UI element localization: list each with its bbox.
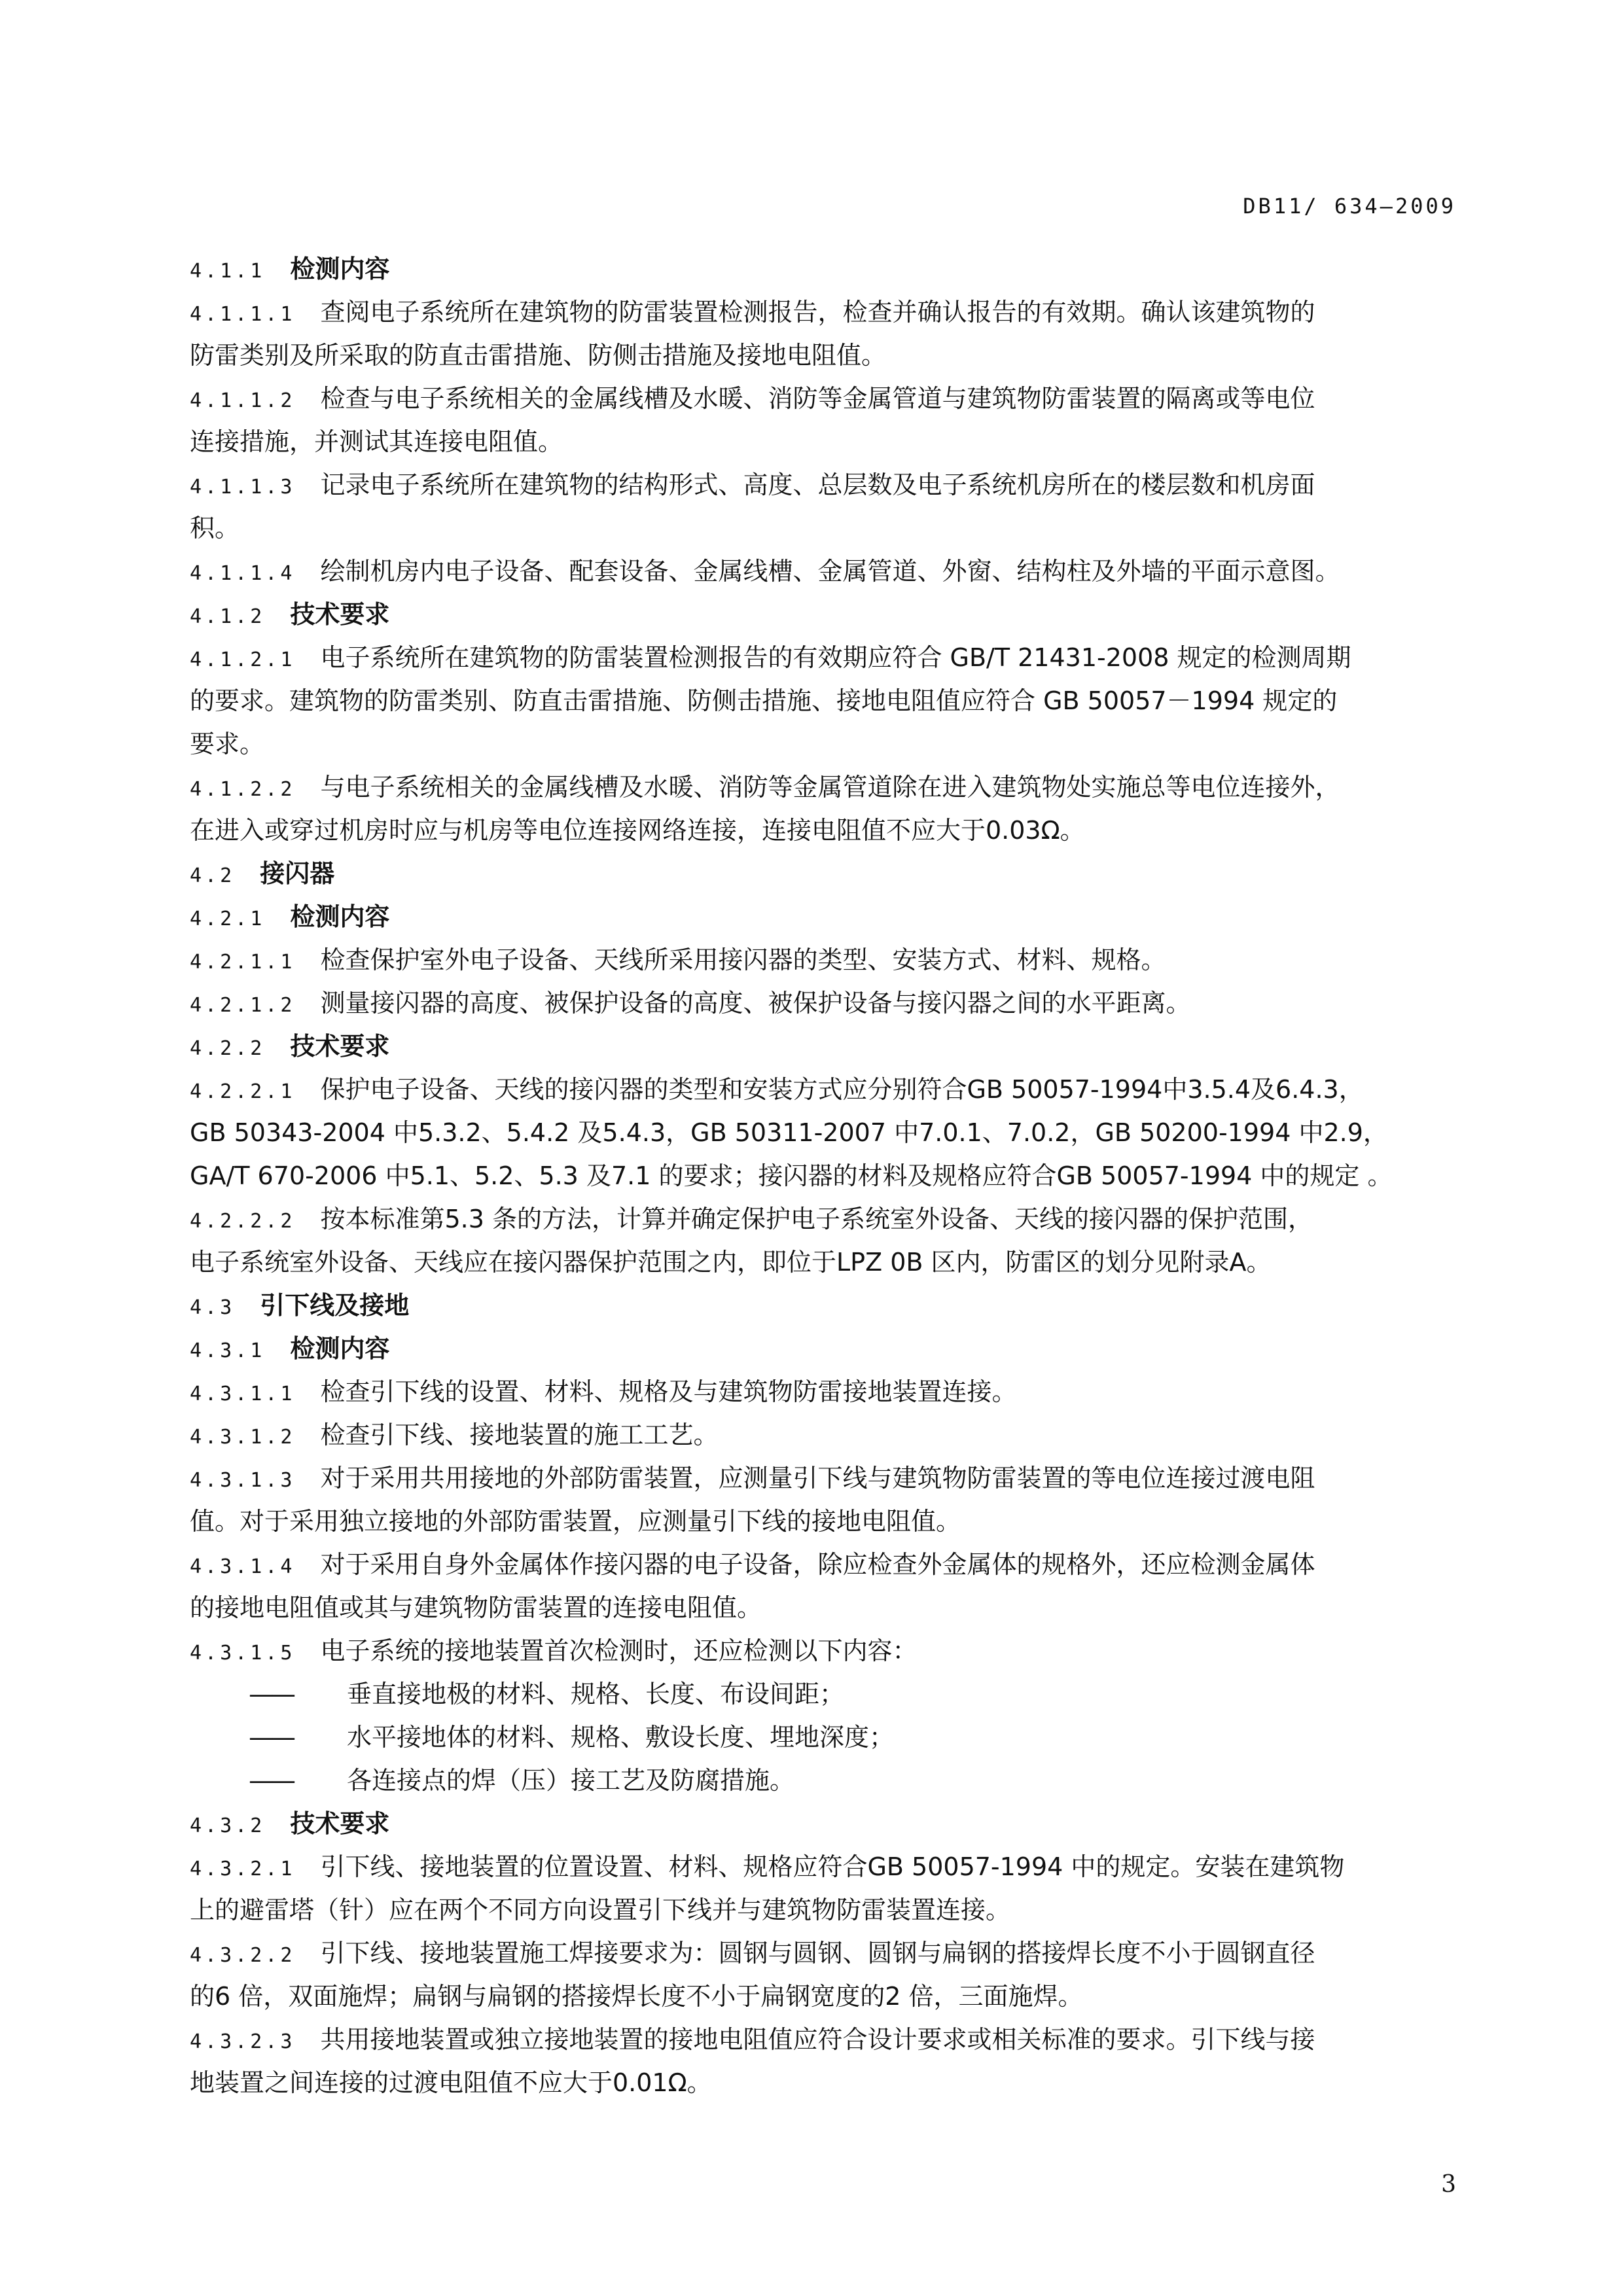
clause-number: 4.2 xyxy=(190,864,236,887)
paragraph-line xyxy=(190,506,1456,550)
paragraph-line xyxy=(190,1068,1456,1111)
paragraph-line xyxy=(190,679,1456,722)
clause-number: 4.2.1 xyxy=(190,908,266,930)
paragraph-line xyxy=(190,1932,1456,1975)
paragraph-text: 的要求。建筑物的防雷类别、防直击雷措施、防侧击措施、接地电阻值应符合 GB 50057－1994 规定的 xyxy=(190,686,1338,715)
paragraph-line xyxy=(190,1500,1456,1543)
paragraph-line xyxy=(190,2018,1456,2061)
paragraph-line xyxy=(190,463,1456,506)
paragraph-text: 记录电子系统所在建筑物的结构形式、高度、总层数及电子系统机房所在的楼层数和机房面 xyxy=(320,470,1315,499)
list-dash: —— xyxy=(249,1723,293,1752)
section-heading xyxy=(190,1802,1456,1845)
paragraph-text: GA/T 670-2006 中5.1、5.2、5.3 及7.1 的要求；接闪器的材料及规格应符合GB 50057-1994 中的规定 。 xyxy=(190,1161,1393,1190)
paragraph-line xyxy=(190,1888,1456,1932)
document-body xyxy=(190,247,1456,2104)
clause-number: 4.2.1.2 xyxy=(190,994,296,1017)
paragraph-line xyxy=(190,938,1456,981)
clause-number: 4.1.2 xyxy=(190,605,266,628)
clause-number: 4.2.1.1 xyxy=(190,951,296,974)
heading-text: 技术要求 xyxy=(290,1809,390,1838)
clause-number: 4.3.1.1 xyxy=(190,1383,296,1405)
paragraph-text: 与电子系统相关的金属线槽及水暖、消防等金属管道除在进入建筑物处实施总等电位连接外， xyxy=(320,773,1340,802)
paragraph-text: 测量接闪器的高度、被保护设备的高度、被保护设备与接闪器之间的水平距离。 xyxy=(320,989,1191,1017)
paragraph-text: 电子系统所在建筑物的防雷装置检测报告的有效期应符合 GB/T 21431-2008 规定的检测周期 xyxy=(320,643,1351,672)
paragraph-line xyxy=(190,1629,1456,1672)
paragraph-text: 引下线、接地装置施工焊接要求为：圆钢与圆钢、圆钢与扁钢的搭接焊长度不小于圆钢直径 xyxy=(320,1939,1315,1968)
section-heading xyxy=(190,1327,1456,1370)
heading-text: 技术要求 xyxy=(290,600,390,629)
paragraph-text: 电子系统的接地装置首次检测时，还应检测以下内容： xyxy=(320,1636,918,1665)
paragraph-line xyxy=(190,981,1456,1025)
paragraph-line xyxy=(190,291,1456,334)
clause-number: 4.1.1.3 xyxy=(190,476,296,499)
paragraph-line xyxy=(190,1975,1456,2018)
heading-text: 检测内容 xyxy=(290,255,390,283)
paragraph-line xyxy=(190,636,1456,679)
heading-text: 技术要求 xyxy=(290,1032,390,1061)
list-item xyxy=(190,1716,1456,1759)
paragraph-text: 的6 倍，双面施焊；扁钢与扁钢的搭接焊长度不小于扁钢宽度的2 倍，三面施焊。 xyxy=(190,1982,1083,2011)
paragraph-text: 对于采用自身外金属体作接闪器的电子设备，除应检查外金属体的规格外，还应检测金属体 xyxy=(320,1550,1315,1579)
clause-number: 4.3.1.4 xyxy=(190,1555,296,1578)
clause-number: 4.1.1 xyxy=(190,260,266,283)
paragraph-line xyxy=(190,377,1456,420)
paragraph-text: 要求。 xyxy=(190,730,265,758)
clause-number: 4.1.1.4 xyxy=(190,562,296,585)
paragraph-text: 检查保护室外电子设备、天线所采用接闪器的类型、安装方式、材料、规格。 xyxy=(320,945,1166,974)
clause-number: 4.3.2.2 xyxy=(190,1944,296,1967)
paragraph-line xyxy=(190,1586,1456,1629)
paragraph-line xyxy=(190,1457,1456,1500)
clause-number: 4.1.2.1 xyxy=(190,648,296,671)
heading-text: 引下线及接地 xyxy=(260,1291,410,1320)
paragraph-text: 共用接地装置或独立接地装置的接地电阻值应符合设计要求或相关标准的要求。引下线与接 xyxy=(320,2025,1315,2054)
paragraph-line xyxy=(190,809,1456,852)
paragraph-text: 检查与电子系统相关的金属线槽及水暖、消防等金属管道与建筑物防雷装置的隔离或等电位 xyxy=(320,384,1315,413)
paragraph-line xyxy=(190,1370,1456,1413)
paragraph-text: 在进入或穿过机房时应与机房等电位连接网络连接，连接电阻值不应大于0.03Ω。 xyxy=(190,816,1085,845)
clause-number: 4.3.2.3 xyxy=(190,2030,296,2053)
heading-text: 检测内容 xyxy=(290,902,390,931)
paragraph-text: 保护电子设备、天线的接闪器的类型和安装方式应分别符合GB 50057-1994中3.5.4及6.4.3， xyxy=(320,1075,1364,1104)
clause-number: 4.3.2.1 xyxy=(190,1858,296,1881)
paragraph-line xyxy=(190,1241,1456,1284)
paragraph-line xyxy=(190,1197,1456,1241)
section-heading xyxy=(190,247,1456,291)
paragraph-line xyxy=(190,1413,1456,1457)
paragraph-text: 引下线、接地装置的位置设置、材料、规格应符合GB 50057-1994 中的规定。安装在建筑物 xyxy=(320,1852,1345,1881)
clause-number: 4.1.1.1 xyxy=(190,303,296,326)
section-heading xyxy=(190,1284,1456,1327)
paragraph-text: 的接地电阻值或其与建筑物防雷装置的连接电阻值。 xyxy=(190,1593,762,1622)
section-heading xyxy=(190,1025,1456,1068)
list-item-text: 垂直接地极的材料、规格、长度、布设间距； xyxy=(347,1680,845,1708)
list-item xyxy=(190,1672,1456,1716)
paragraph-text: 对于采用共用接地的外部防雷装置，应测量引下线与建筑物防雷装置的等电位连接过渡电阻 xyxy=(320,1464,1315,1492)
paragraph-line xyxy=(190,2061,1456,2104)
paragraph-text: 绘制机房内电子设备、配套设备、金属线槽、金属管道、外窗、结构柱及外墙的平面示意图。 xyxy=(320,557,1340,586)
document-id-header: DB11/ 634—2009 xyxy=(1243,194,1456,219)
list-dash: —— xyxy=(249,1766,293,1795)
paragraph-line xyxy=(190,1111,1456,1154)
paragraph-text: GB 50343-2004 中5.3.2、5.4.2 及5.4.3，GB 50311-2007 中7.0.1、7.0.2，GB 50200-1994 中2.9， xyxy=(190,1118,1388,1147)
clause-number: 4.3.1.2 xyxy=(190,1426,296,1449)
paragraph-line xyxy=(190,722,1456,766)
paragraph-text: 按本标准第5.3 条的方法，计算并确定保护电子系统室外设备、天线的接闪器的保护范围， xyxy=(320,1205,1313,1233)
paragraph-line xyxy=(190,420,1456,463)
paragraph-line xyxy=(190,1845,1456,1888)
paragraph-line xyxy=(190,766,1456,809)
clause-number: 4.3 xyxy=(190,1296,236,1319)
paragraph-text: 检查引下线的设置、材料、规格及与建筑物防雷接地装置连接。 xyxy=(320,1377,1017,1406)
clause-number: 4.3.2 xyxy=(190,1814,266,1837)
clause-number: 4.3.1.3 xyxy=(190,1469,296,1492)
paragraph-text: 查阅电子系统所在建筑物的防雷装置检测报告，检查并确认报告的有效期。确认该建筑物的 xyxy=(320,298,1315,327)
clause-number: 4.1.1.2 xyxy=(190,389,296,412)
paragraph-text: 上的避雷塔（针）应在两个不同方向设置引下线并与建筑物防雷装置连接。 xyxy=(190,1896,1011,1924)
page-number: 3 xyxy=(1441,2171,1456,2198)
clause-number: 4.3.1.5 xyxy=(190,1642,296,1665)
paragraph-text: 连接措施，并测试其连接电阻值。 xyxy=(190,427,563,456)
paragraph-line xyxy=(190,334,1456,377)
clause-number: 4.2.2.2 xyxy=(190,1210,296,1233)
section-heading xyxy=(190,593,1456,636)
clause-number: 4.3.1 xyxy=(190,1339,266,1362)
paragraph-text: 地装置之间连接的过渡电阻值不应大于0.01Ω。 xyxy=(190,2068,712,2097)
paragraph-text: 电子系统室外设备、天线应在接闪器保护范围之内，即位于LPZ 0B 区内，防雷区的划分见附录A。 xyxy=(190,1248,1272,1277)
paragraph-text: 积。 xyxy=(190,514,240,542)
heading-text: 接闪器 xyxy=(260,859,335,888)
paragraph-line xyxy=(190,1543,1456,1586)
paragraph-text: 防雷类别及所采取的防直击雷措施、防侧击措施及接地电阻值。 xyxy=(190,341,887,370)
list-item-text: 各连接点的焊（压）接工艺及防腐措施。 xyxy=(347,1766,795,1795)
clause-number: 4.2.2.1 xyxy=(190,1080,296,1103)
paragraph-line xyxy=(190,550,1456,593)
list-item-text: 水平接地体的材料、规格、敷设长度、埋地深度； xyxy=(347,1723,895,1752)
paragraph-text: 检查引下线、接地装置的施工工艺。 xyxy=(320,1421,719,1449)
clause-number: 4.1.2.2 xyxy=(190,778,296,801)
section-heading xyxy=(190,852,1456,895)
list-item xyxy=(190,1759,1456,1802)
section-heading xyxy=(190,895,1456,938)
paragraph-line xyxy=(190,1154,1456,1197)
clause-number: 4.2.2 xyxy=(190,1037,266,1060)
heading-text: 检测内容 xyxy=(290,1334,390,1363)
paragraph-text: 值。对于采用独立接地的外部防雷装置，应测量引下线的接地电阻值。 xyxy=(190,1507,961,1536)
list-dash: —— xyxy=(249,1680,293,1708)
